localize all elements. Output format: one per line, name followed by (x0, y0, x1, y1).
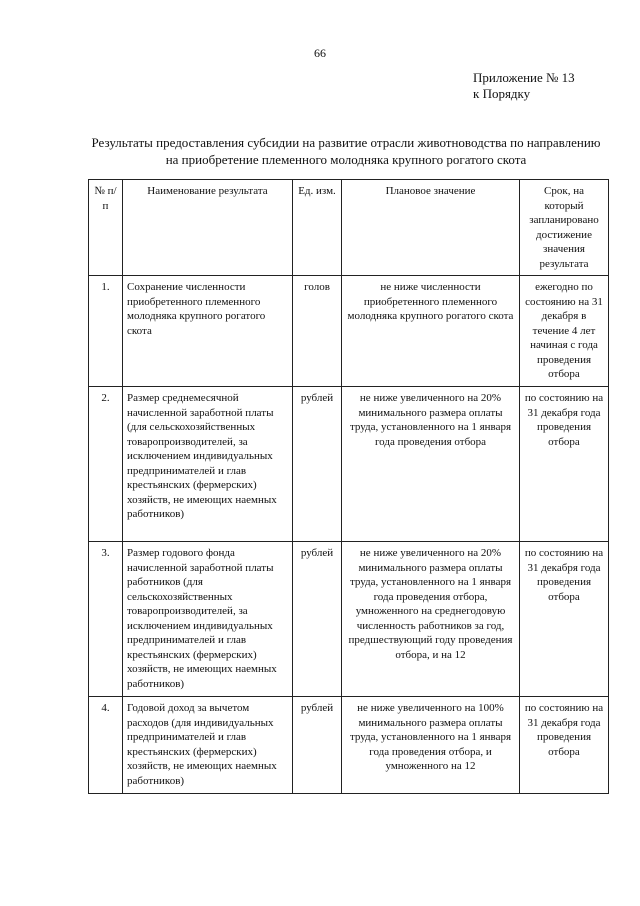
cell-unit: голов (293, 276, 342, 387)
header-num: № п/п (89, 180, 123, 276)
cell-name: Сохранение численности приобретенного племенного молодняка крупного рогатого скота (123, 276, 293, 387)
cell-plan: не ниже увеличенного на 20% минимального размера оплаты труда, установленного на 1 января года проведения отбора, умноженного на среднегодовую численность работников за год, предшествующий году проведения отбора, и на 12 (342, 542, 520, 697)
cell-num: 4. (89, 697, 123, 794)
header-plan: Плановое значение (342, 180, 520, 276)
table-row (89, 697, 609, 794)
header-unit: Ед. изм. (293, 180, 342, 276)
table-row (89, 542, 609, 697)
cell-name: Годовой доход за вычетом расходов (для индивидуальных предпринимателей и глав крестьянских (фермерских) хозяйств, не имеющих наемных работников) (123, 697, 293, 794)
cell-unit: рублей (293, 387, 342, 542)
cell-plan: не ниже численности приобретенного племенного молодняка крупного рогатого скота (342, 276, 520, 387)
cell-num: 1. (89, 276, 123, 387)
cell-term: ежегодно по состоянию на 31 декабря в течение 4 лет начиная с года проведения отбора (520, 276, 609, 387)
cell-name: Размер годового фонда начисленной заработной платы работников (для сельскохозяйственных товаропроизводителей, за исключением индивидуальных предпринимателей и глав крестьянских (фермерских) хозяйств, не имеющих наемных работников) (123, 542, 293, 697)
cell-num: 3. (89, 542, 123, 697)
appendix-label (473, 70, 575, 102)
results-table (88, 179, 609, 794)
table-header-row (89, 180, 609, 276)
table-row (89, 276, 609, 387)
cell-term: по состоянию на 31 декабря года проведения отбора (520, 542, 609, 697)
page-number: 66 (314, 46, 326, 60)
cell-num: 2. (89, 387, 123, 542)
document-title: Результаты предоставления субсидии на развитие отрасли животноводства по направлению на приобретение племенного молодняка крупного рогатого скота (91, 135, 601, 167)
cell-plan: не ниже увеличенного на 20% минимального размера оплаты труда, установленного на 1 января года проведения отбора (342, 387, 520, 542)
table-row (89, 387, 609, 542)
appendix-line-1: Приложение № 13 (473, 70, 575, 85)
cell-term: по состоянию на 31 декабря года проведения отбора (520, 387, 609, 542)
header-term: Срок, на который запланировано достижение значения результата (520, 180, 609, 276)
cell-name: Размер среднемесячной начисленной заработной платы (для сельскохозяйственных товаропроизводителей, за исключением индивидуальных предпринимателей и глав крестьянских (фермерских) хозяйств, не имеющих наемных работников) (123, 387, 293, 542)
appendix-line-2: к Порядку (473, 86, 531, 101)
cell-unit: рублей (293, 542, 342, 697)
header-name: Наименование результата (123, 180, 293, 276)
cell-plan: не ниже увеличенного на 100% минимального размера оплаты труда, установленного на 1 января года проведения отбора, и умноженного на 12 (342, 697, 520, 794)
cell-unit: рублей (293, 697, 342, 794)
cell-term: по состоянию на 31 декабря года проведения отбора (520, 697, 609, 794)
